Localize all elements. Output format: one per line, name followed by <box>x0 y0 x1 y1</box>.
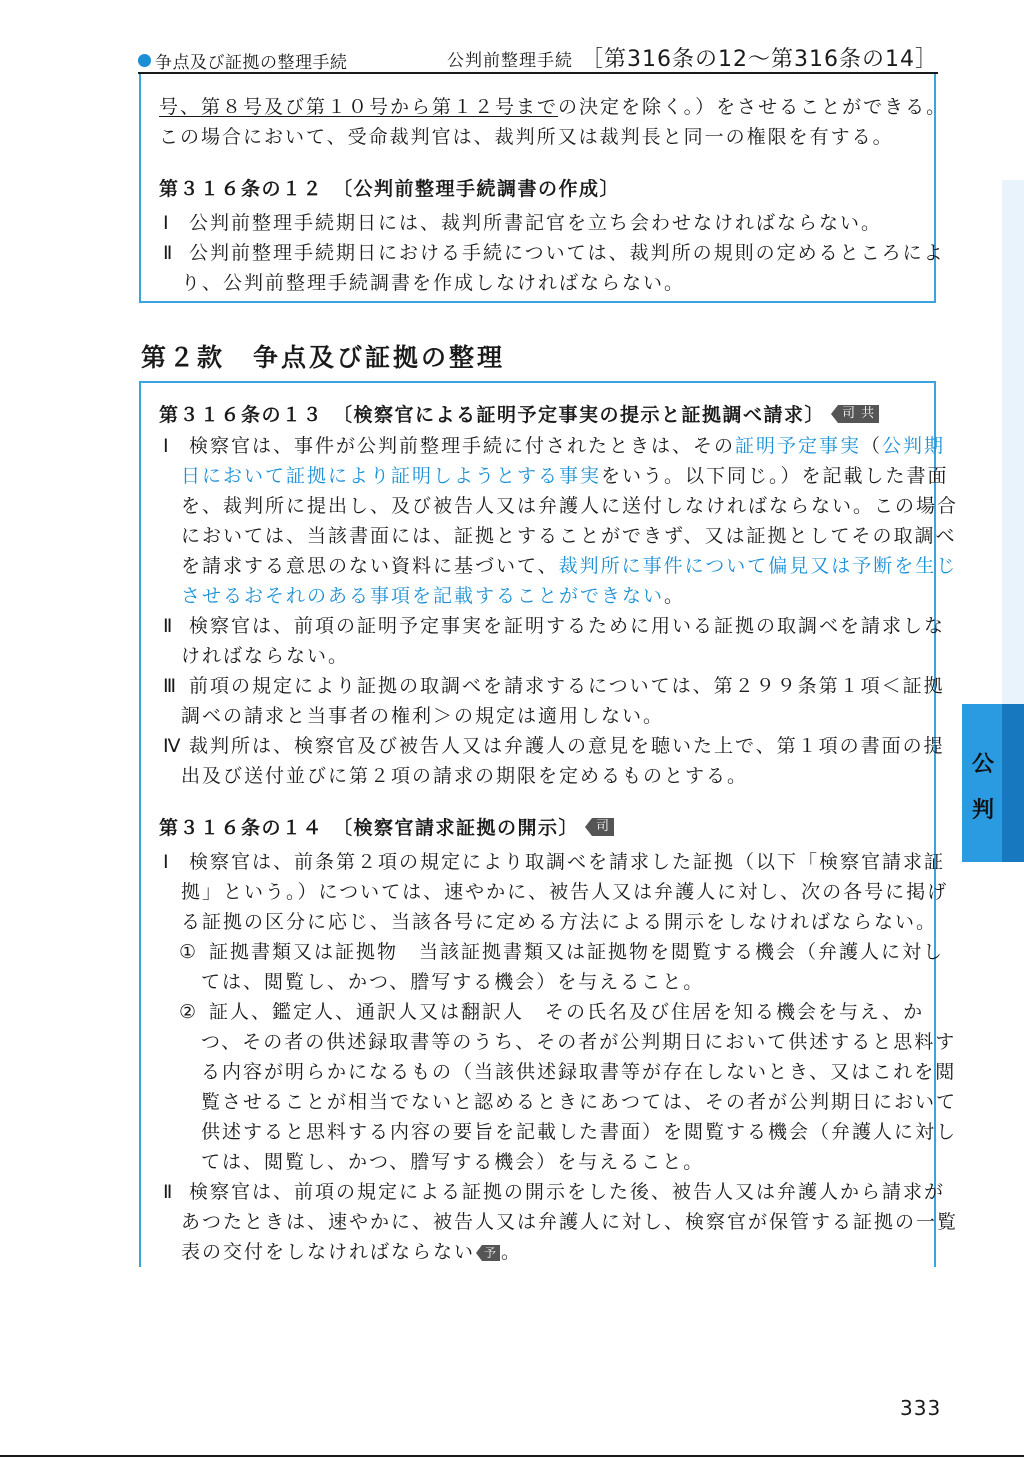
chapter-label-text: 争点及び証拠の整理手続 <box>155 53 348 73</box>
item-numeral: ② <box>179 1001 199 1023</box>
paragraph-2-line-2: ければならない。 <box>181 645 350 667</box>
article-number: 第３１６条の１４ <box>159 817 324 839</box>
paragraph-1-line-1 <box>163 847 945 877</box>
exam-mark-label: 司 共 <box>838 405 879 423</box>
paragraph-2-line-1 <box>163 1177 945 1207</box>
bottom-rule <box>0 1455 1024 1457</box>
underlined-phrase: 号、第８号及び第１０号から第１２号まで <box>159 96 559 118</box>
item-text: 証人、鑑定人、通訳人又は翻訳人 その氏名及び住居を知る機会を与え、か <box>209 1001 925 1023</box>
paragraph-text: 検察官は、前条第２項の規定により取調べを請求した証拠（以下「検察官請求証 <box>189 851 946 873</box>
side-index-strip <box>1002 180 1024 704</box>
article-box-continued <box>139 74 948 303</box>
item-2-line-5: 供述すると思料する内容の要旨を記載した書面）を閲覧する機会（弁護人に対し <box>201 1121 958 1143</box>
paragraph-1-line-3: る証拠の区分に応じ、当該各号に定める方法による開示をしなければならない。 <box>181 911 938 933</box>
item-1-line-2: ては、閲覧し、かつ、謄写する機会）を与えること。 <box>201 971 705 993</box>
paragraph-1-line-4: においては、当該書面には、証拠とすることができず、又は証拠としてその取調べ <box>181 525 957 547</box>
section-title: 第２款 争点及び証拠の整理 <box>141 343 506 372</box>
article-title: 〔検察官による証明予定事実の提示と証拠調べ請求〕 <box>333 404 826 426</box>
article-title: 〔検察官請求証拠の開示〕 <box>333 817 580 839</box>
side-tab-label <box>962 742 1004 834</box>
article-box-main <box>139 381 959 1267</box>
paragraph-1-line-2 <box>181 461 949 491</box>
paragraph-2-line-2: あつたときは、速やかに、被告人又は弁護人に対し、検察官が保管する証拠の一覧 <box>181 1211 959 1233</box>
item-2-line-2: つ、その者の供述録取書等のうち、その者が公判期日において供述すると思料す <box>201 1031 957 1053</box>
exam-mark <box>831 405 879 423</box>
paragraph-2-cont: り、公判前整理手続調書を作成しなければならない。 <box>181 272 686 294</box>
paragraph-1-line-1 <box>163 431 945 461</box>
side-tab-char-2: 判 <box>971 798 994 823</box>
continued-text: の決定を除く。）をさせることができる。 <box>558 96 948 118</box>
paragraph-text: をいう。以下同じ。）を記載した書面 <box>601 465 949 487</box>
paragraph-3-line-2: 調べの請求と当事者の権利＞の規定は適用しない。 <box>181 705 665 727</box>
paragraph-numeral: Ⅰ <box>163 212 171 234</box>
paragraph-text: （ <box>861 435 883 457</box>
article-number: 第３１６条の１２ <box>159 178 324 200</box>
continued-line-1 <box>159 92 947 122</box>
exam-ref-mark <box>476 1245 500 1261</box>
section-name: 公判前整理手続 <box>447 51 574 71</box>
side-tab-char-1: 公 <box>971 752 994 777</box>
item-1-line-1 <box>179 937 944 967</box>
paragraph-3-line-1 <box>163 671 945 701</box>
item-text: 証拠書類又は証拠物 当該証拠書類又は証拠物を閲覧する機会（弁護人に対し <box>209 941 945 963</box>
paragraph-numeral: Ⅱ <box>163 242 175 264</box>
continued-line-2: この場合において、受命裁判官は、裁判所又は裁判長と同一の権限を有する。 <box>159 126 894 148</box>
paragraph-1 <box>163 208 882 238</box>
article-number: 第３１６条の１３ <box>159 404 324 426</box>
item-2-line-1 <box>179 997 924 1027</box>
exam-ref-label: 予 <box>484 1245 499 1260</box>
paragraph-2-line-3 <box>181 1237 522 1267</box>
paragraph-numeral: Ⅰ <box>163 851 171 873</box>
paragraph-text: 。 <box>664 585 686 607</box>
article-title: 〔公判前整理手続調書の作成〕 <box>333 178 621 200</box>
pointer-arrow-icon <box>831 405 838 423</box>
paragraph-4-line-2: 出及び送付並びに第２項の請求の期限を定めるものとする。 <box>181 765 749 787</box>
paragraph-numeral: Ⅱ <box>163 615 175 637</box>
highlight-phrase: 裁判所に事件について偏見又は予断を生じ <box>558 555 958 577</box>
side-tab-edge <box>1002 704 1024 862</box>
article-heading-316-12 <box>159 174 620 201</box>
paragraph-text: 検察官は、事件が公判前整理手続に付されたときは、その <box>189 435 736 457</box>
paragraph-2-line-1 <box>163 611 945 641</box>
article-range <box>447 42 938 73</box>
paragraph-text: 表の交付をしなければならない <box>181 1241 476 1263</box>
pointer-arrow-icon <box>585 818 592 836</box>
paragraph-1-line-5 <box>181 551 957 581</box>
paragraph-1-line-2: 拠」という。）については、速やかに、被告人又は弁護人に対し、次の各号に掲げ <box>181 881 949 903</box>
paragraph-1-line-6 <box>181 581 685 611</box>
paragraph-text: 検察官は、前項の証明予定事実を証明するために用いる証拠の取調べを請求しな <box>189 615 946 637</box>
paragraph-numeral: Ⅳ <box>163 735 183 757</box>
exam-mark-label: 司 <box>592 818 614 836</box>
paragraph-text: を請求する意思のない資料に基づいて、 <box>181 555 559 577</box>
paragraph-2 <box>163 238 945 268</box>
paragraph-text: 前項の規定により証拠の取調べを請求するについては、第２９９条第１項＜証拠 <box>189 675 945 697</box>
running-header <box>138 42 938 74</box>
item-2-line-3: る内容が明らかになるもの（当該供述録取書等が存在しないとき、又はこれを閲 <box>201 1061 957 1083</box>
paragraph-text: 裁判所は、検察官及び被告人又は弁護人の意見を聴いた上で、第１項の書面の提 <box>189 735 945 757</box>
paragraph-1-line-3: を、裁判所に提出し、及び被告人又は弁護人に送付しなければならない。この場合 <box>181 495 959 517</box>
article-heading-316-14 <box>159 813 614 840</box>
paragraph-text: 検察官は、前項の規定による証拠の開示をした後、被告人又は弁護人から請求が <box>189 1181 946 1203</box>
paragraph-text: 。 <box>501 1241 523 1263</box>
bullet-dot-icon <box>138 54 151 67</box>
item-numeral: ① <box>179 941 199 963</box>
highlight-definition: 日において証拠により証明しようとする事実 <box>181 465 602 487</box>
article-range-text: ［第316条の12～第316条の14］ <box>581 47 938 72</box>
paragraph-numeral: Ⅱ <box>163 1181 175 1203</box>
page-number: 333 <box>900 1396 942 1420</box>
highlight-definition: 公判期 <box>882 435 946 457</box>
highlight-phrase: させるおそれのある事項を記載することができない <box>181 585 665 607</box>
item-2-line-4: 覧させることが相当でないと認めるときにあつては、その者が公判期日において <box>201 1091 958 1113</box>
exam-mark <box>585 818 614 836</box>
chapter-label <box>138 48 348 73</box>
paragraph-numeral: Ⅲ <box>163 675 179 697</box>
paragraph-text: 公判前整理手続期日には、裁判所書記官を立ち会わせなければならない。 <box>189 212 883 234</box>
item-2-line-6: ては、閲覧し、かつ、謄写する機会）を与えること。 <box>201 1151 705 1173</box>
article-heading-316-13 <box>159 400 879 427</box>
paragraph-4-line-1 <box>163 731 945 761</box>
paragraph-text: 公判前整理手続期日における手続については、裁判所の規則の定めるところによ <box>189 242 945 264</box>
paragraph-numeral: Ⅰ <box>163 435 171 457</box>
highlight-term: 証明予定事実 <box>735 435 862 457</box>
